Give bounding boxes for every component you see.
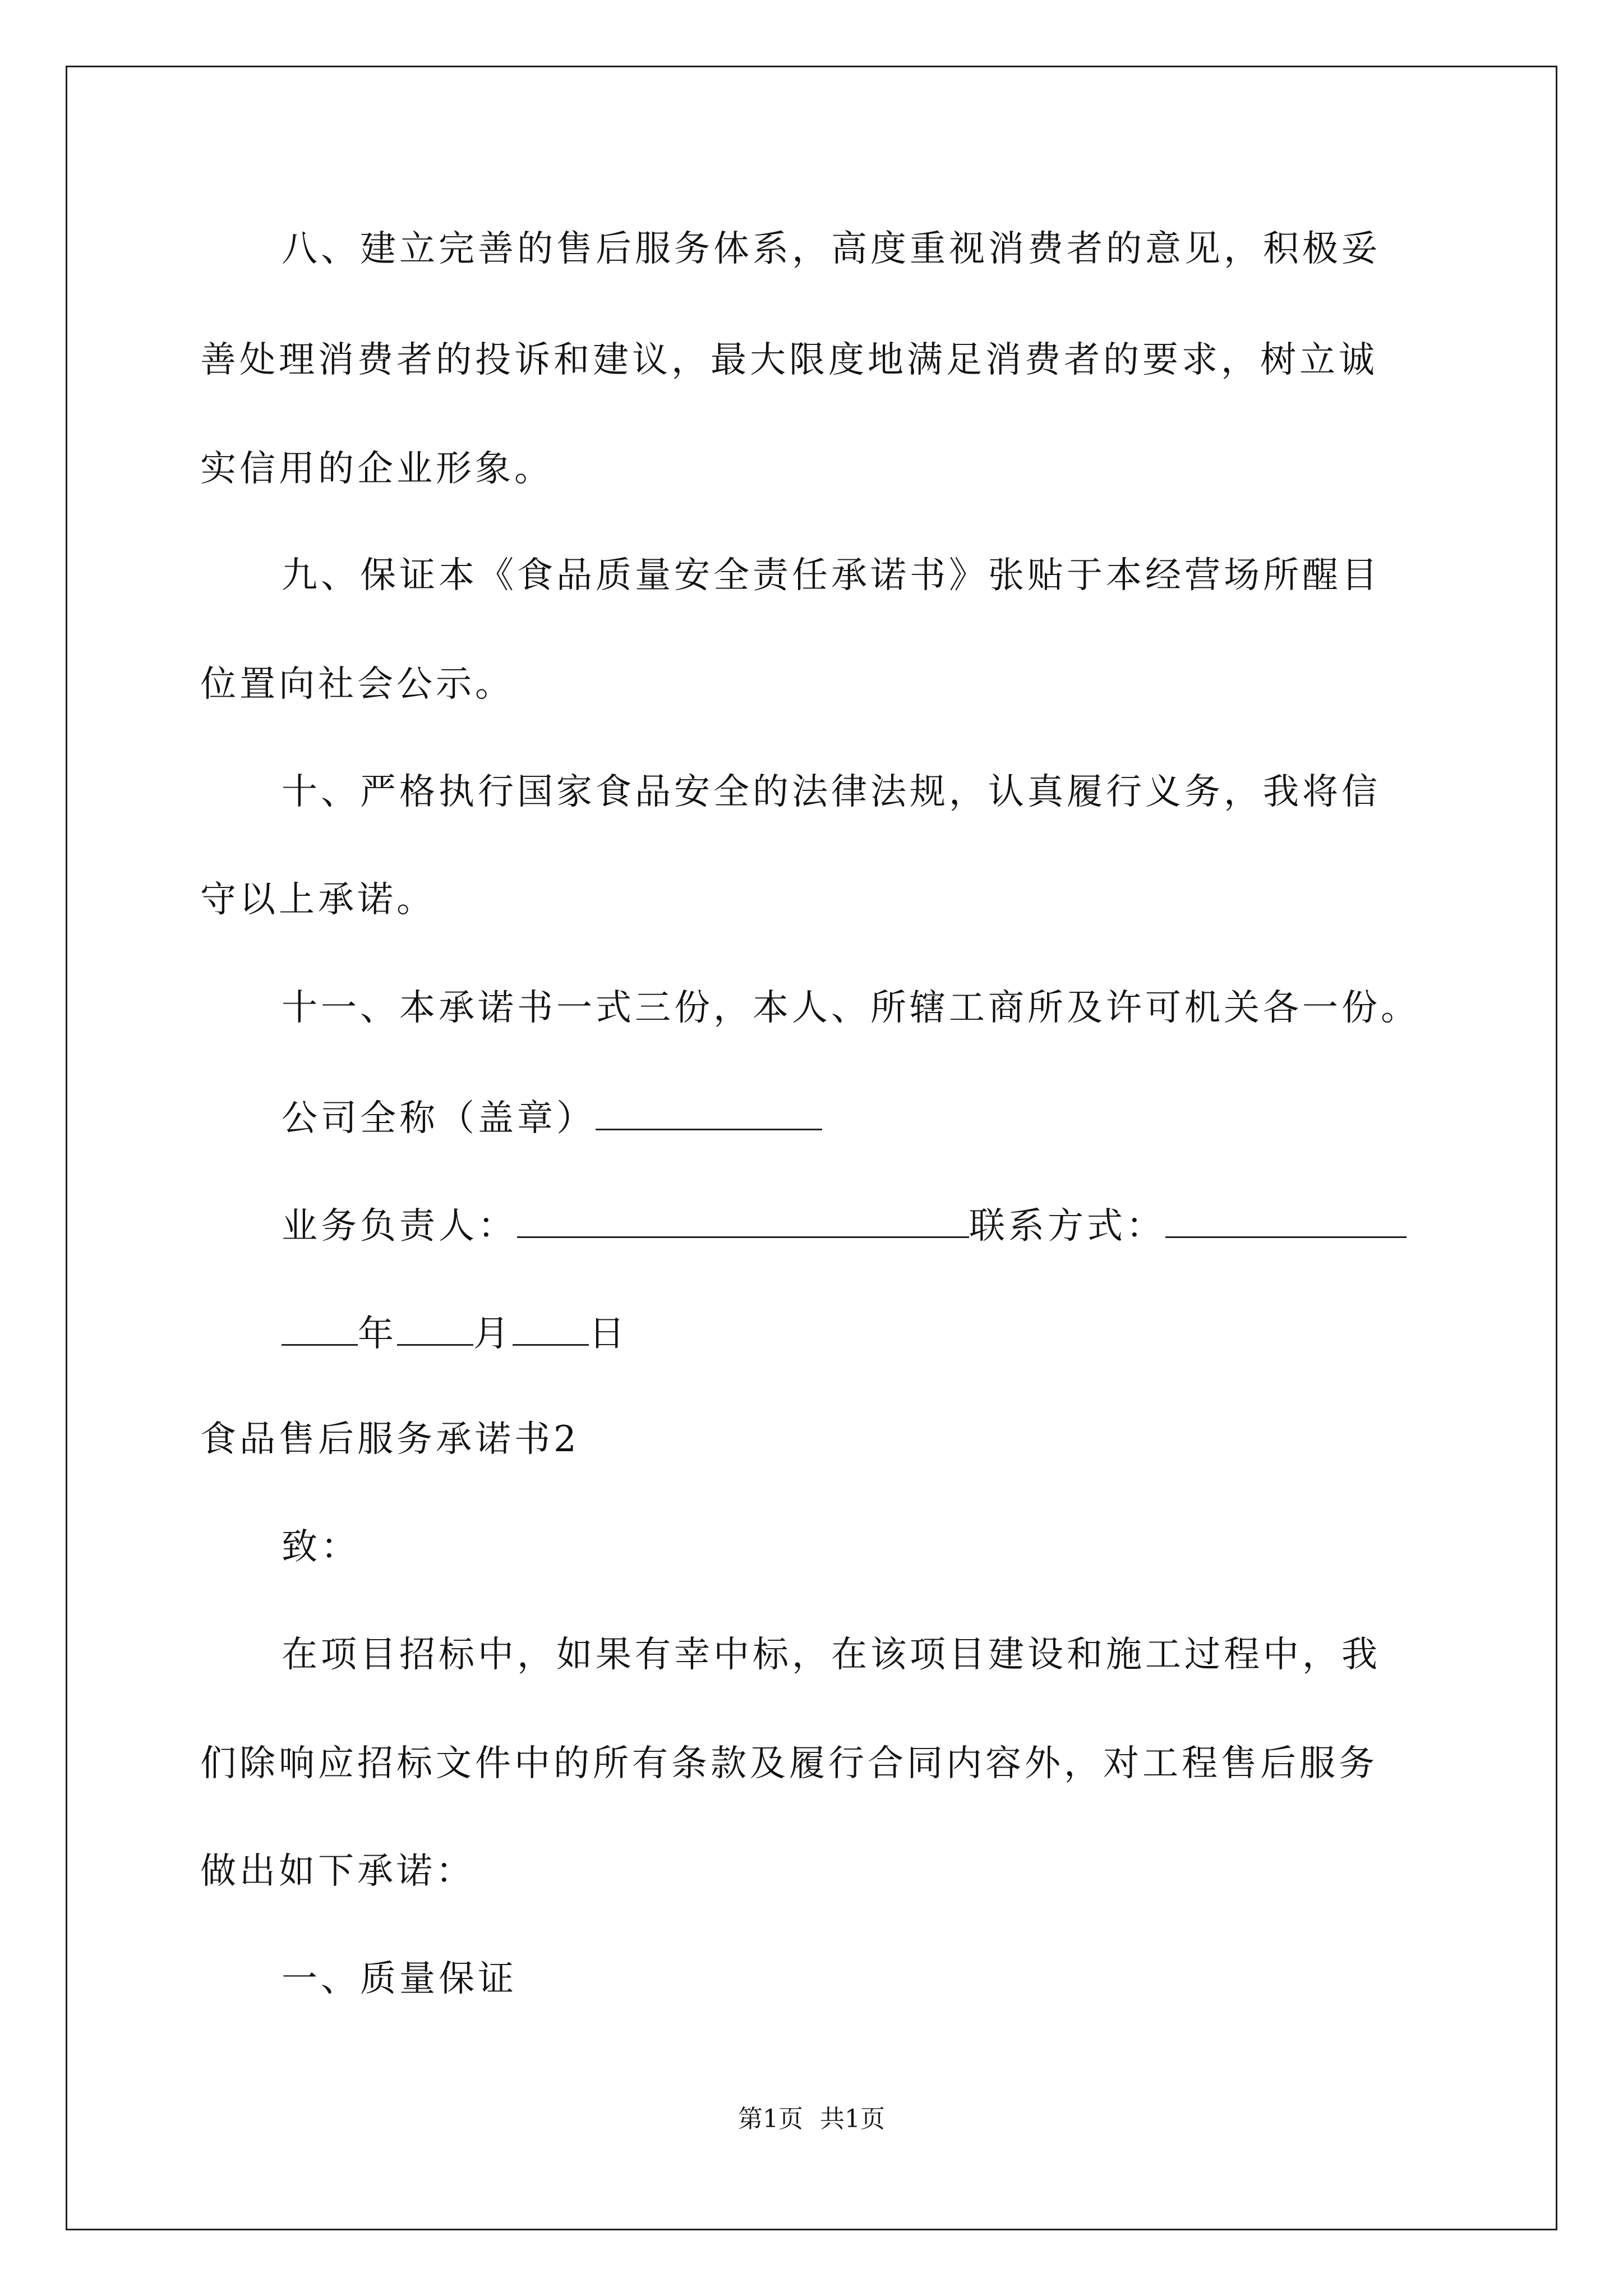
page-number-current: 第1页 (738, 2105, 803, 2133)
company-label: 公司全称（盖章） (282, 1098, 596, 1139)
company-blank[interactable] (596, 1094, 822, 1130)
paragraph-line: 善处理消费者的投诉和建议，最大限度地满足消费者的要求，树立诚 (200, 339, 1378, 381)
paragraph-line: 实信用的企业形象。 (200, 448, 554, 490)
paragraph-line: 十一、本承诺书一式三份，本人、所辖工商所及许可机关各一份。 (282, 987, 1420, 1029)
month-blank[interactable] (397, 1309, 473, 1346)
person-contact-line (282, 1202, 1407, 1249)
paragraph-line: 八、建立完善的售后服务体系，高度重视消费者的意见，积极妥 (282, 228, 1381, 270)
contact-blank[interactable] (1165, 1202, 1407, 1238)
paragraph-line: 十、严格执行国家食品安全的法律法规，认真履行义务，我将信 (282, 771, 1381, 813)
year-blank[interactable] (282, 1309, 358, 1346)
person-blank[interactable] (517, 1202, 969, 1238)
paragraph-line: 位置向社会公示。 (200, 664, 514, 705)
company-signature-line (282, 1094, 822, 1141)
paragraph-line: 做出如下承诺： (200, 1851, 475, 1892)
month-label: 月 (473, 1313, 513, 1355)
section-title: 食品售后服务承诺书2 (200, 1419, 580, 1460)
page-border (66, 66, 1557, 2230)
paragraph-line: 九、保证本《食品质量安全责任承诺书》张贴于本经营场所醒目 (282, 555, 1381, 596)
person-label: 业务负责人： (282, 1205, 517, 1247)
paragraph-line: 守以上承诺。 (200, 879, 436, 921)
day-label: 日 (589, 1313, 628, 1355)
section-heading: 一、质量保证 (282, 1958, 517, 2000)
year-label: 年 (358, 1313, 397, 1355)
date-line (282, 1309, 628, 1356)
page-number-total: 共1页 (820, 2105, 885, 2133)
paragraph-line: 们除响应招标文件中的所有条款及履行合同内容外，对工程售后服务 (200, 1743, 1378, 1784)
contact-label: 联系方式： (969, 1205, 1165, 1247)
page-footer (0, 2104, 1623, 2135)
salutation: 致： (282, 1526, 360, 1568)
day-blank[interactable] (513, 1309, 589, 1346)
paragraph-line: 在项目招标中，如果有幸中标，在该项目建设和施工过程中，我 (282, 1634, 1381, 1676)
